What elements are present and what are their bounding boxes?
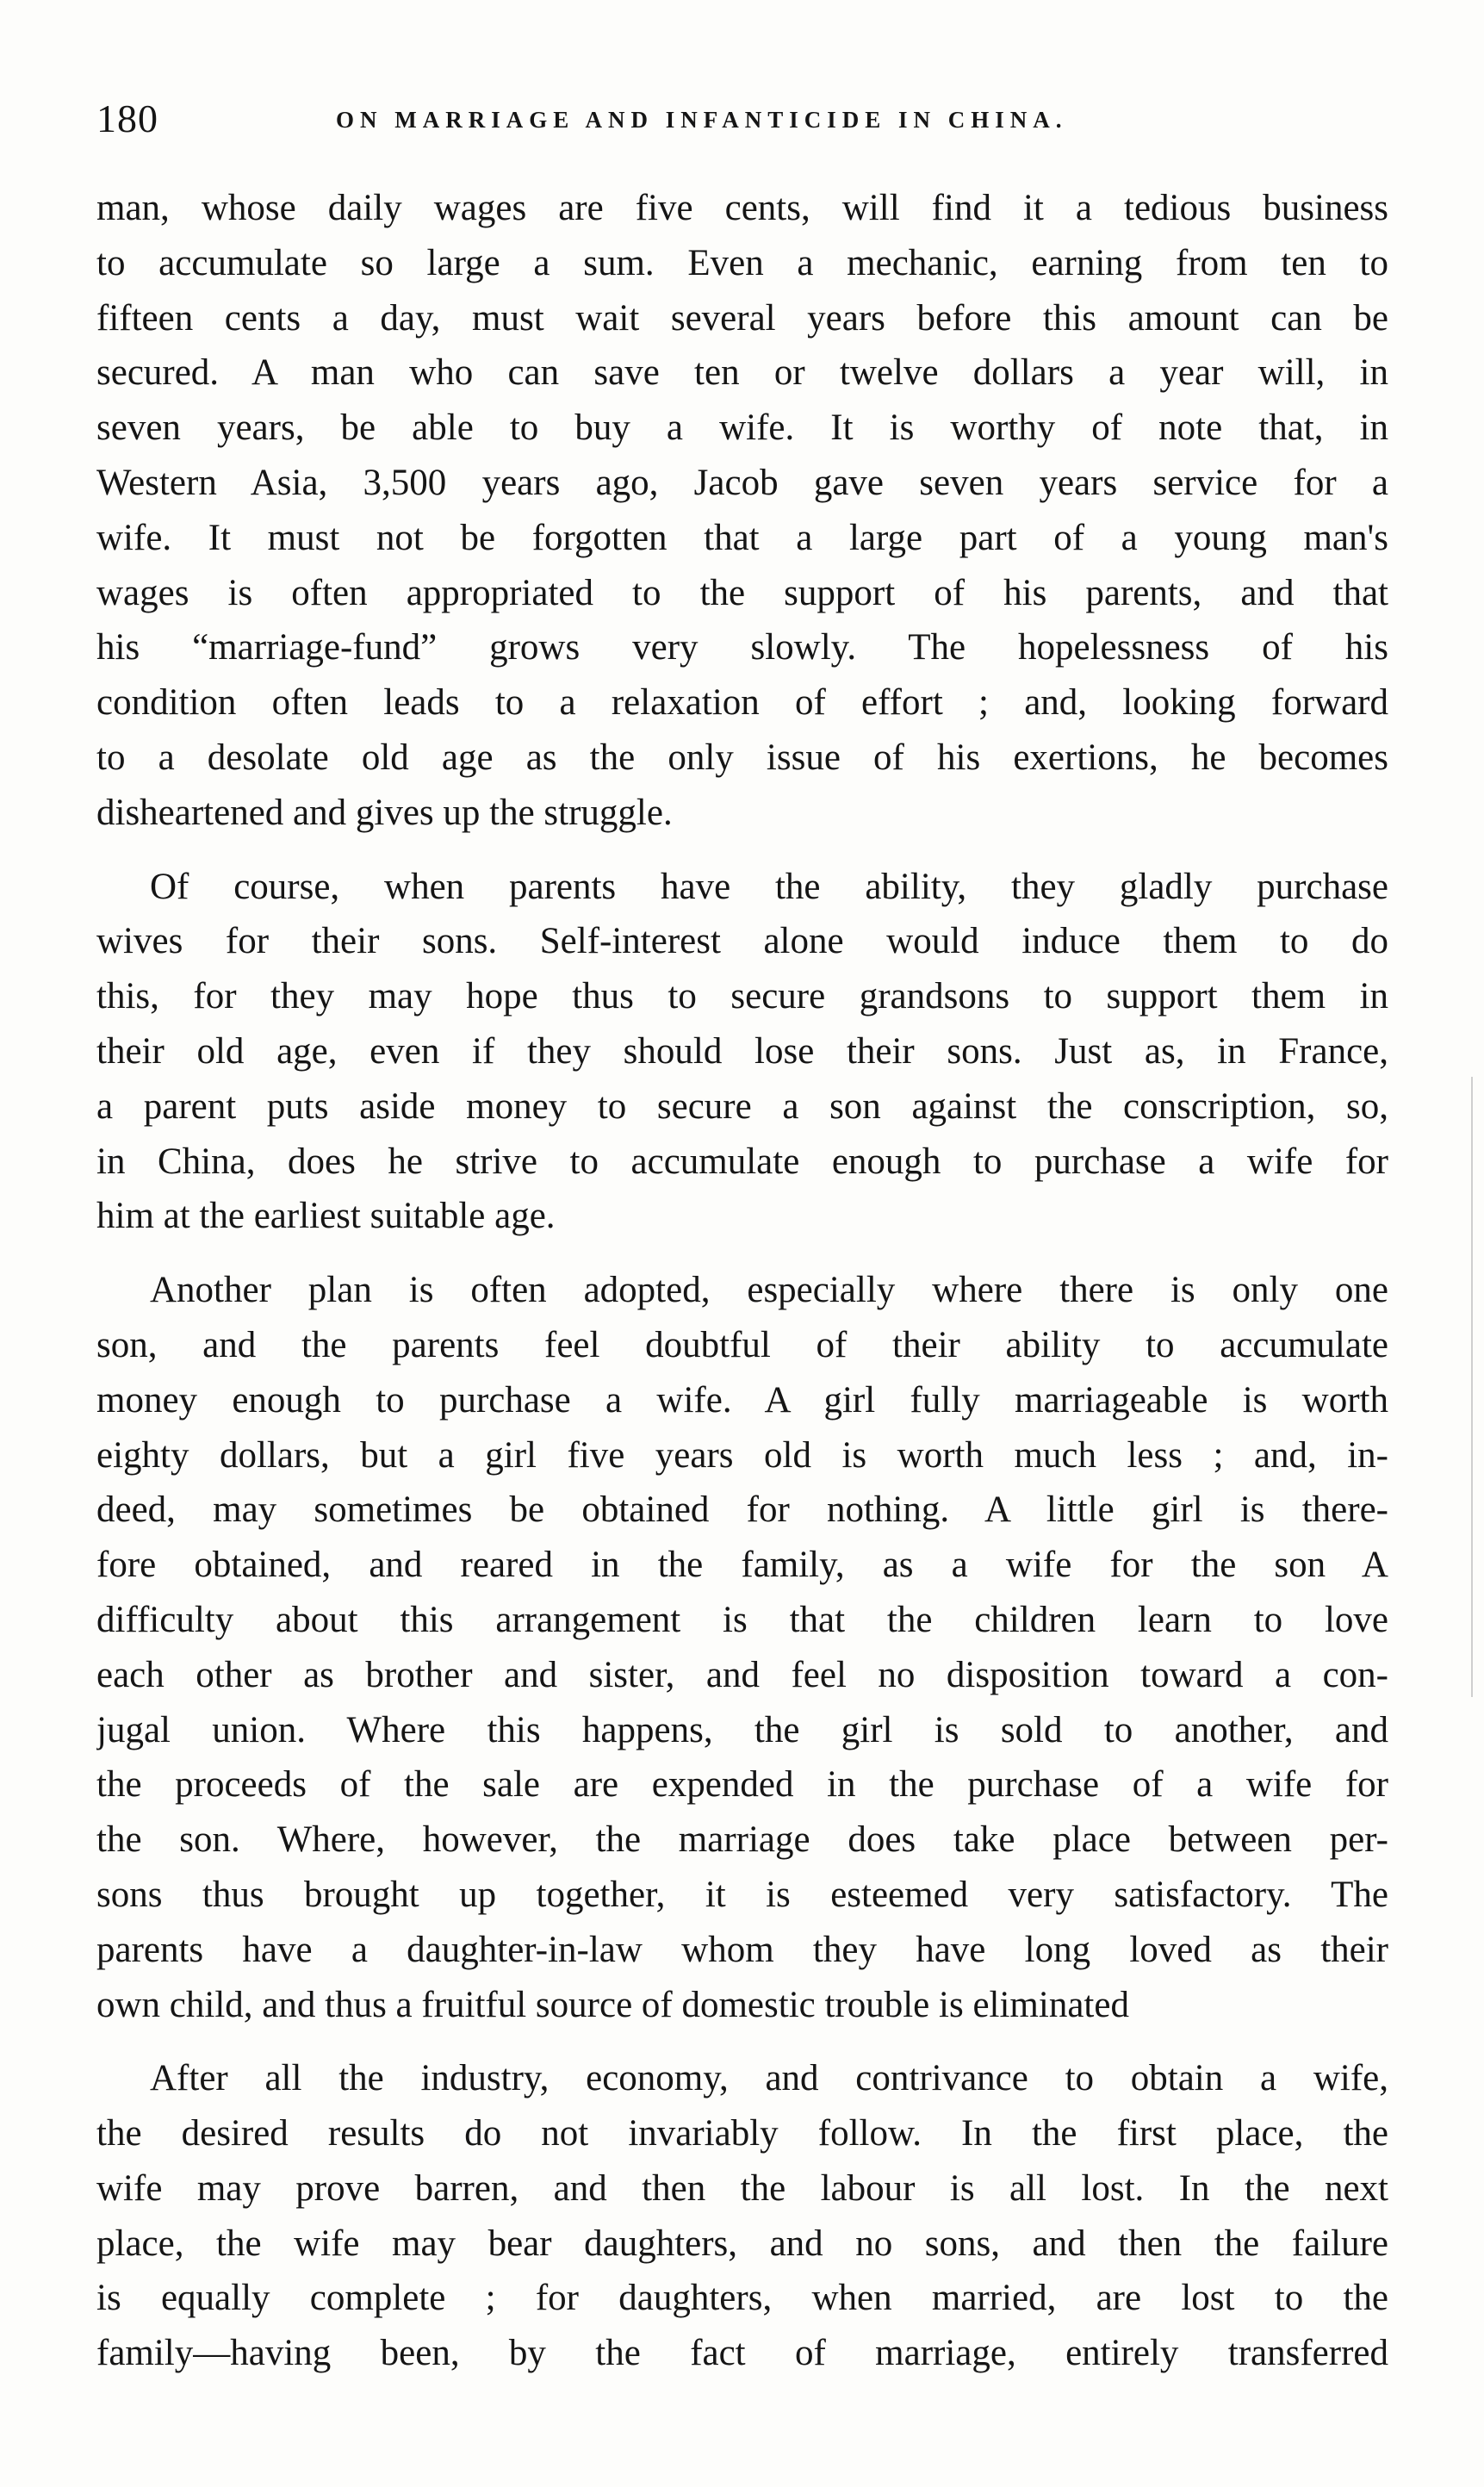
text-line: difficulty about this arrangement is that the children learn to love bbox=[96, 1599, 1388, 1640]
text-line: their old age, even if they should lose their sons. Just as, in France, bbox=[96, 1030, 1388, 1072]
text-line: deed, may sometimes be obtained for nothing. A little girl is there- bbox=[96, 1489, 1388, 1531]
paragraph-gap bbox=[96, 1244, 1388, 1263]
text-line: secured. A man who can save ten or twelve dollars a year will, in bbox=[96, 352, 1388, 394]
text-line: wives for their sons. Self-interest alone would induce them to do bbox=[96, 921, 1388, 962]
text-line: Of course, when parents have the ability, they gladly purchase bbox=[150, 866, 1388, 907]
text-line: each other as brother and sister, and feel no disposition toward a con- bbox=[96, 1654, 1388, 1695]
text-line: the proceeds of the sale are expended in the purchase of a wife for bbox=[96, 1764, 1388, 1806]
text-line: money enough to purchase a wife. A girl fully marriageable is worth bbox=[96, 1379, 1388, 1421]
text-line: wife. It must not be forgotten that a large part of a young man's bbox=[96, 517, 1388, 558]
paragraph-gap bbox=[96, 841, 1388, 860]
page-edge-mark bbox=[1471, 1077, 1473, 1697]
text-line: Another plan is often adopted, especially where there is only one bbox=[150, 1270, 1388, 1311]
text-line: parents have a daughter-in-law whom they have long loved as their bbox=[96, 1929, 1388, 1970]
paragraph bbox=[96, 860, 1388, 1245]
paragraph-gap bbox=[96, 2032, 1388, 2051]
text-line: family—having been, by the fact of marriage, entirely transferred bbox=[96, 2333, 1388, 2374]
text-line: sons thus brought up together, it is esteemed very satisfactory. The bbox=[96, 1874, 1388, 1915]
text-line: place, the wife may bear daughters, and no sons, and then the failure bbox=[96, 2223, 1388, 2264]
text-line: to accumulate so large a sum. Even a mechanic, earning from ten to bbox=[96, 242, 1388, 283]
text-line: his “marriage-fund” grows very slowly. The hopelessness of his bbox=[96, 627, 1388, 668]
body-text bbox=[96, 181, 1388, 2381]
text-line: disheartened and gives up the struggle. bbox=[96, 792, 673, 833]
paragraph bbox=[96, 1263, 1388, 2032]
text-line: son, and the parents feel doubtful of their ability to accumulate bbox=[96, 1324, 1388, 1365]
text-line: this, for they may hope thus to secure grandsons to support them in bbox=[96, 976, 1388, 1017]
text-line: Western Asia, 3,500 years ago, Jacob gave seven years service for a bbox=[96, 462, 1388, 503]
text-line: fifteen cents a day, must wait several years before this amount can be bbox=[96, 297, 1388, 339]
text-line: the desired results do not invariably follow. In the first place, the bbox=[96, 2113, 1388, 2154]
text-line: wife may prove barren, and then the labour is all lost. In the next bbox=[96, 2167, 1388, 2209]
text-line: own child, and thus a fruitful source of domestic trouble is eliminated bbox=[96, 1984, 1129, 2025]
running-head: ON MARRIAGE AND INFANTICIDE IN CHINA. bbox=[336, 107, 1068, 133]
text-line: After all the industry, economy, and contrivance to obtain a wife, bbox=[150, 2058, 1388, 2099]
text-line: to a desolate old age as the only issue of his exertions, he becomes bbox=[96, 737, 1388, 778]
text-line: in China, does he strive to accumulate enough to purchase a wife for bbox=[96, 1141, 1388, 1182]
text-line: condition often leads to a relaxation of effort ; and, looking forward bbox=[96, 682, 1388, 724]
text-line: the son. Where, however, the marriage does take place between per- bbox=[96, 1819, 1388, 1861]
text-line: jugal union. Where this happens, the girl is sold to another, and bbox=[96, 1709, 1388, 1750]
paragraph bbox=[96, 2051, 1388, 2381]
text-line: seven years, be able to buy a wife. It is worthy of note that, in bbox=[96, 407, 1388, 449]
text-line: a parent puts aside money to secure a son against the conscription, so, bbox=[96, 1085, 1388, 1127]
text-line: fore obtained, and reared in the family, as a wife for the son A bbox=[96, 1545, 1388, 1586]
text-line: him at the earliest suitable age. bbox=[96, 1196, 556, 1237]
page-number: 180 bbox=[96, 96, 158, 140]
page-header bbox=[96, 93, 1388, 145]
text-line: is equally complete ; for daughters, when married, are lost to the bbox=[96, 2278, 1388, 2319]
paragraph bbox=[96, 181, 1388, 841]
text-line: wages is often appropriated to the support of his parents, and that bbox=[96, 572, 1388, 613]
text-line: eighty dollars, but a girl five years old is worth much less ; and, in- bbox=[96, 1434, 1388, 1476]
text-line: man, whose daily wages are five cents, will find it a tedious business bbox=[96, 188, 1388, 228]
